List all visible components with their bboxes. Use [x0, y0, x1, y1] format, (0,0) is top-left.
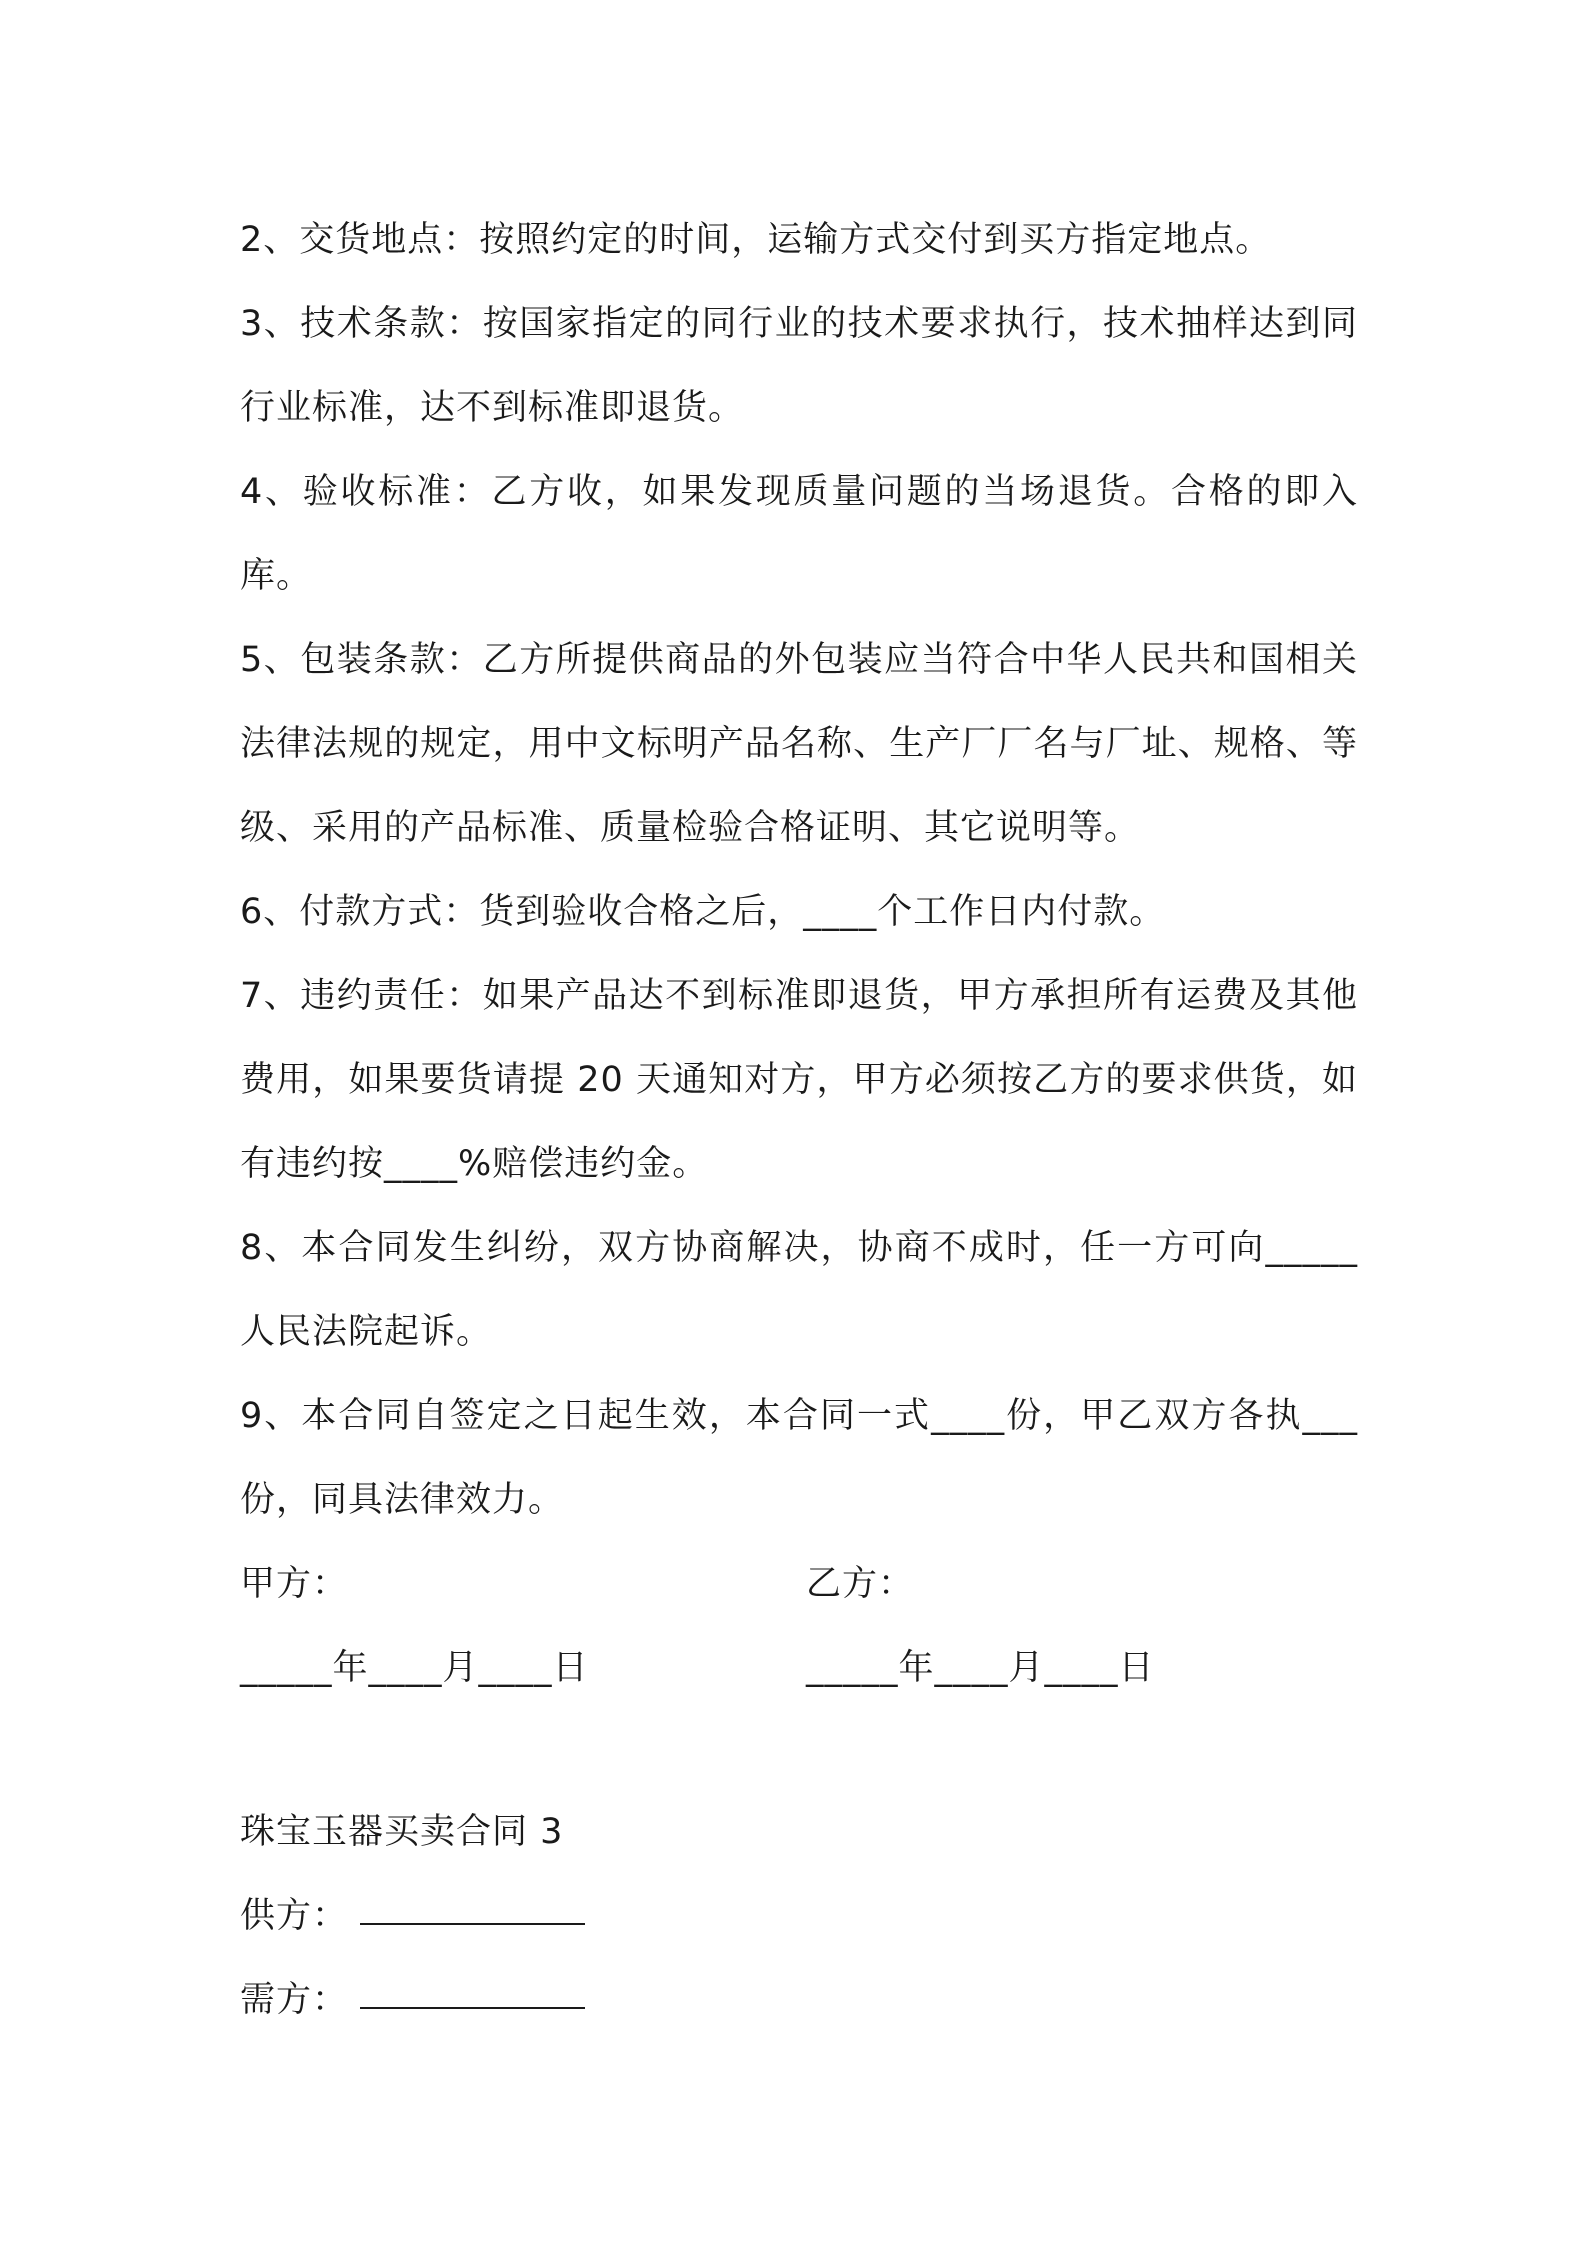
clause-dispute-resolution: 8、本合同发生纠纷，双方协商解决，协商不成时，任一方可向_____人民法院起诉。: [240, 1228, 1358, 1352]
buyer-label: 需方：: [240, 1980, 349, 2020]
supplier-blank-line: [360, 1923, 585, 1925]
party-b-date: _____年____月____日: [806, 1648, 1155, 1688]
clause-acceptance-standard: 4、验收标准：乙方收，如果发现质量问题的当场退货。合格的即入库。: [240, 472, 1358, 596]
clause-packaging-terms: 5、包装条款：乙方所提供商品的外包装应当符合中华人民共和国相关法律法规的规定，用中文标明产品名称、生产厂厂名与厂址、规格、等级、采用的产品标准、质量检验合格证明、其它说明等。: [240, 640, 1358, 848]
supplier-field-row: [240, 1874, 1358, 1958]
party-a-label: 甲方：: [240, 1564, 349, 1604]
buyer-blank-line: [360, 2007, 585, 2009]
next-contract-title: 珠宝玉器买卖合同 3: [240, 1812, 564, 1852]
clause-payment-method: 6、付款方式：货到验收合格之后，____个工作日内付款。: [240, 892, 1166, 932]
section-gap: [240, 1710, 1358, 1790]
clause-breach-liability: 7、违约责任：如果产品达不到标准即退货，甲方承担所有运费及其他费用，如果要货请提 20 天通知对方，甲方必须按乙方的要求供货，如有违约按____%赔偿违约金。: [240, 976, 1358, 1184]
clause-effective-date: 9、本合同自签定之日起生效，本合同一式____份，甲乙双方各执___份，同具法律效力。: [240, 1396, 1358, 1520]
clause-delivery-location: 2、交货地点：按照约定的时间，运输方式交付到买方指定地点。: [240, 220, 1272, 260]
party-a-date: _____年____月____日: [240, 1648, 589, 1688]
buyer-field-row: [240, 1958, 1358, 2042]
party-b-label: 乙方：: [806, 1564, 915, 1604]
clause-technical-terms: 3、技术条款：按国家指定的同行业的技术要求执行，技术抽样达到同行业标准，达不到标准即退货。: [240, 304, 1358, 428]
supplier-label: 供方：: [240, 1896, 349, 1936]
signature-date-row: [240, 1626, 1358, 1710]
signature-party-row: [240, 1542, 1358, 1626]
document-body: [240, 198, 1358, 2042]
